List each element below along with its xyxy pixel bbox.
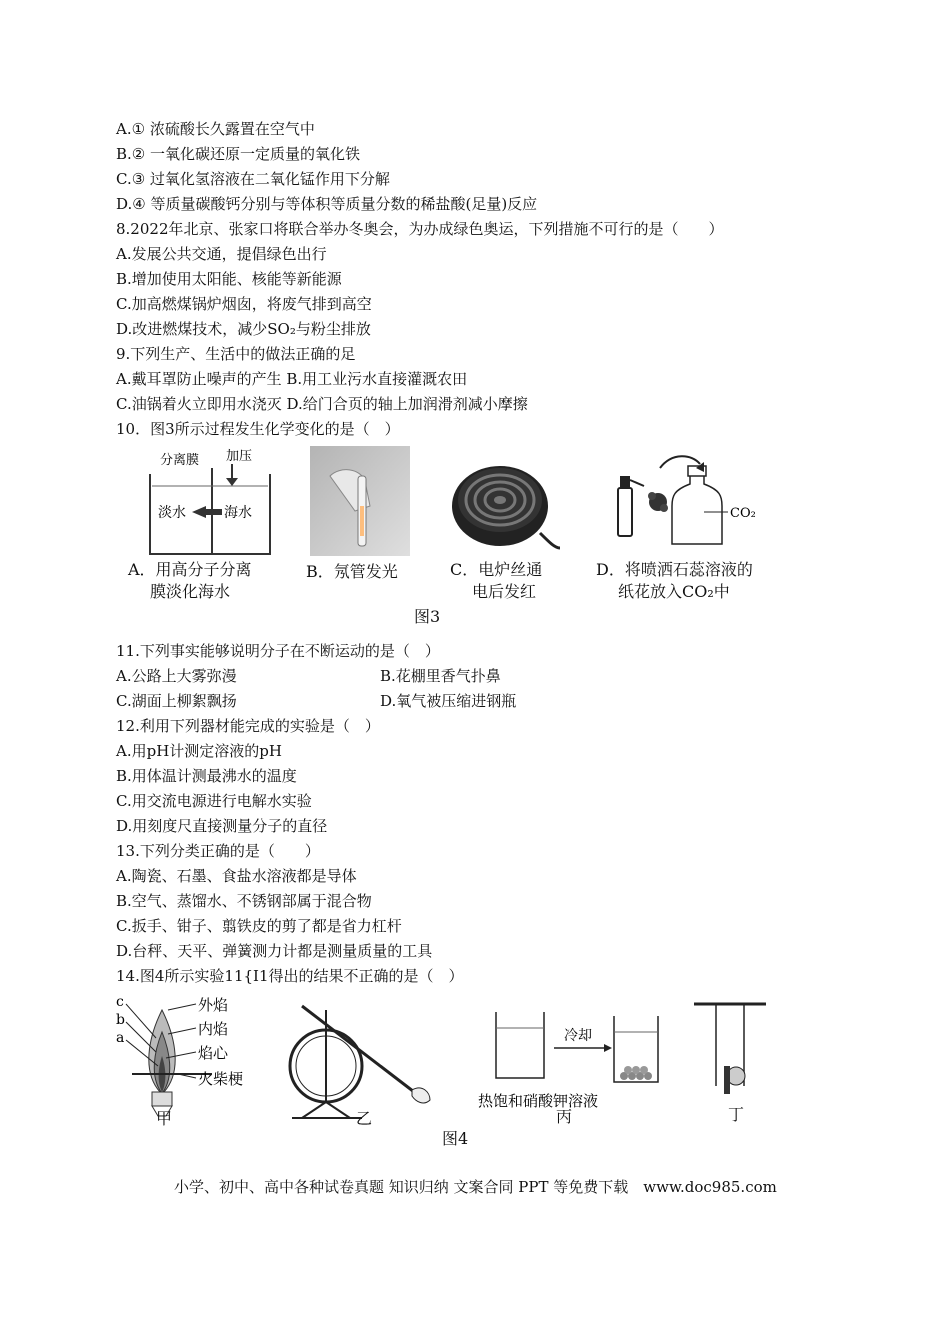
q8-option-b: B.增加使用太阳能、核能等新能源 [116, 270, 342, 288]
figure-3a-sea-water-label: 海水 [224, 505, 252, 521]
figure-3a-fresh-water-label: 淡水 [158, 505, 186, 521]
figure-3b-neon-tube-photo [310, 446, 410, 556]
q12-option-d: D.用刻度尺直接测量分子的直径 [116, 817, 328, 835]
figure-4-panel-ding: 丁 [728, 1105, 745, 1124]
figure-3b-caption: B．氖管发光 [306, 562, 398, 581]
q11-option-c: C.湖面上柳絮飘扬 [116, 692, 237, 710]
q9-options-cd: C.油锅着火立即用水浇灭 D.给门合页的轴上加润滑剂减小摩擦 [116, 395, 528, 413]
q9-options-ab: A.戴耳罩防止噪声的产生 B.用工业污水直接灌溉农田 [116, 370, 468, 388]
q10-stem: 10．图3所示过程发生化学变化的是（ ） [116, 420, 400, 438]
figure-4-panel-jia: 甲 [156, 1109, 173, 1128]
q8-stem: 8.2022年北京、张家口将联合举办冬奥会，为办成绿色奥运，下列措施不可行的是（ ） [116, 220, 724, 238]
figure-4-flame-diagram [112, 992, 272, 1132]
q8-option-d: D.改进燃煤技术，减少SO₂与粉尘排放 [116, 320, 371, 338]
figure-3d-co2-label: CO₂ [730, 506, 756, 521]
q7-option-c: C.③ 过氧化氢溶液在二氧化锰作用下分解 [116, 170, 390, 188]
figure-4-pendulum-diagram [694, 1002, 774, 1112]
q12-option-c: C.用交流电源进行电解水实验 [116, 792, 312, 810]
q7-option-d: D.④ 等质量碳酸钙分别与等体积等质量分数的稀盐酸(足量)反应 [116, 195, 538, 213]
q8-option-a: A.发展公共交通，提倡绿色出行 [116, 245, 327, 263]
figure-4-title: 图4 [442, 1129, 469, 1148]
figure-3a-pressure-label: 加压 [226, 449, 253, 464]
figure-3a-membrane-diagram [140, 446, 280, 558]
figure-4-matchstick-label: 火柴梗 [198, 1070, 244, 1088]
figure-3d-co2-bottle-diagram [604, 446, 774, 556]
figure-3a-caption-line2: 膜淡化海水 [150, 582, 231, 601]
figure-4 [112, 992, 772, 1154]
q11-option-d: D.氧气被压缩进钢瓶 [380, 692, 517, 710]
q11-option-b: B.花棚里香气扑鼻 [380, 667, 501, 685]
figure-4-panel-yi: 乙 [356, 1109, 373, 1128]
q7-option-b: B.② 一氧化碳还原一定质量的氧化铁 [116, 145, 361, 163]
q13-option-d: D.台秤、天平、弹簧测力计都是测量质量的工具 [116, 942, 433, 960]
figure-4-ring-lever-diagram [272, 1002, 432, 1132]
figure-3c-caption-line1: C．电炉丝通 [450, 560, 543, 579]
q12-option-b: B.用体温计测最沸水的温度 [116, 767, 297, 785]
figure-3c-caption-line2: 电后发红 [472, 582, 537, 601]
q9-stem: 9.下列生产、生活中的做法正确的足 [116, 345, 356, 363]
q13-option-a: A.陶瓷、石墨、食盐水溶液都是导体 [116, 867, 357, 885]
figure-4-letter-c: c [116, 994, 124, 1010]
figure-3 [128, 446, 788, 628]
figure-3a-caption-line1: A．用高分子分离 [128, 560, 252, 579]
figure-3a-caption [128, 559, 252, 603]
figure-3c-electric-stove-photo [450, 448, 560, 558]
figure-3d-caption-line2: 纸花放入CO₂中 [618, 582, 730, 601]
q7-option-a: A.① 浓硫酸长久露置在空气中 [116, 120, 315, 138]
q11-option-a: A.公路上大雾弥漫 [116, 667, 237, 685]
figure-3a-membrane-label: 分离膜 [160, 453, 200, 468]
figure-4-letter-b: b [116, 1012, 125, 1028]
q12-stem: 12.利用下列器材能完成的实验是（ ） [116, 717, 380, 735]
q8-option-c: C.加高燃煤锅炉烟囱，将废气排到高空 [116, 295, 372, 313]
q13-option-c: C.扳手、钳子、翦铁皮的剪了都是省力杠杆 [116, 917, 402, 935]
figure-3d-caption-line1: D．将喷洒石蕊溶液的 [596, 560, 753, 579]
q13-stem: 13.下列分类正确的是（ ） [116, 842, 320, 860]
figure-4-panel-bing: 丙 [556, 1107, 573, 1126]
figure-3-title: 图3 [414, 607, 441, 626]
figure-4-flame-core-label: 焰心 [198, 1044, 229, 1062]
figure-4-inner-flame-label: 内焰 [198, 1020, 229, 1038]
q12-option-a: A.用pH计测定溶液的pH [116, 742, 282, 760]
figure-4-outer-flame-label: 外焰 [198, 996, 229, 1014]
figure-4-hot-saturated-label: 热饱和硝酸钾溶液 [478, 1092, 599, 1110]
q13-option-b: B.空气、蒸馏水、不锈钢部属于混合物 [116, 892, 372, 910]
figure-4-cooling-diagram [478, 1002, 668, 1122]
figure-4-letter-a: a [116, 1030, 125, 1046]
figure-3c-caption [450, 559, 542, 603]
figure-4-cooling-label: 冷却 [564, 1028, 592, 1044]
figure-3d-caption [596, 559, 753, 603]
page-footer: 小学、初中、高中各种试卷真题 知识归纳 文案合同 PPT 等免费下载 www.doc985.com [174, 1178, 777, 1196]
q14-stem: 14.图4所示实验11{I1得出的结果不正确的是（ ） [116, 967, 464, 985]
q11-stem: 11.下列事实能够说明分子在不断运动的是（ ） [116, 642, 440, 660]
